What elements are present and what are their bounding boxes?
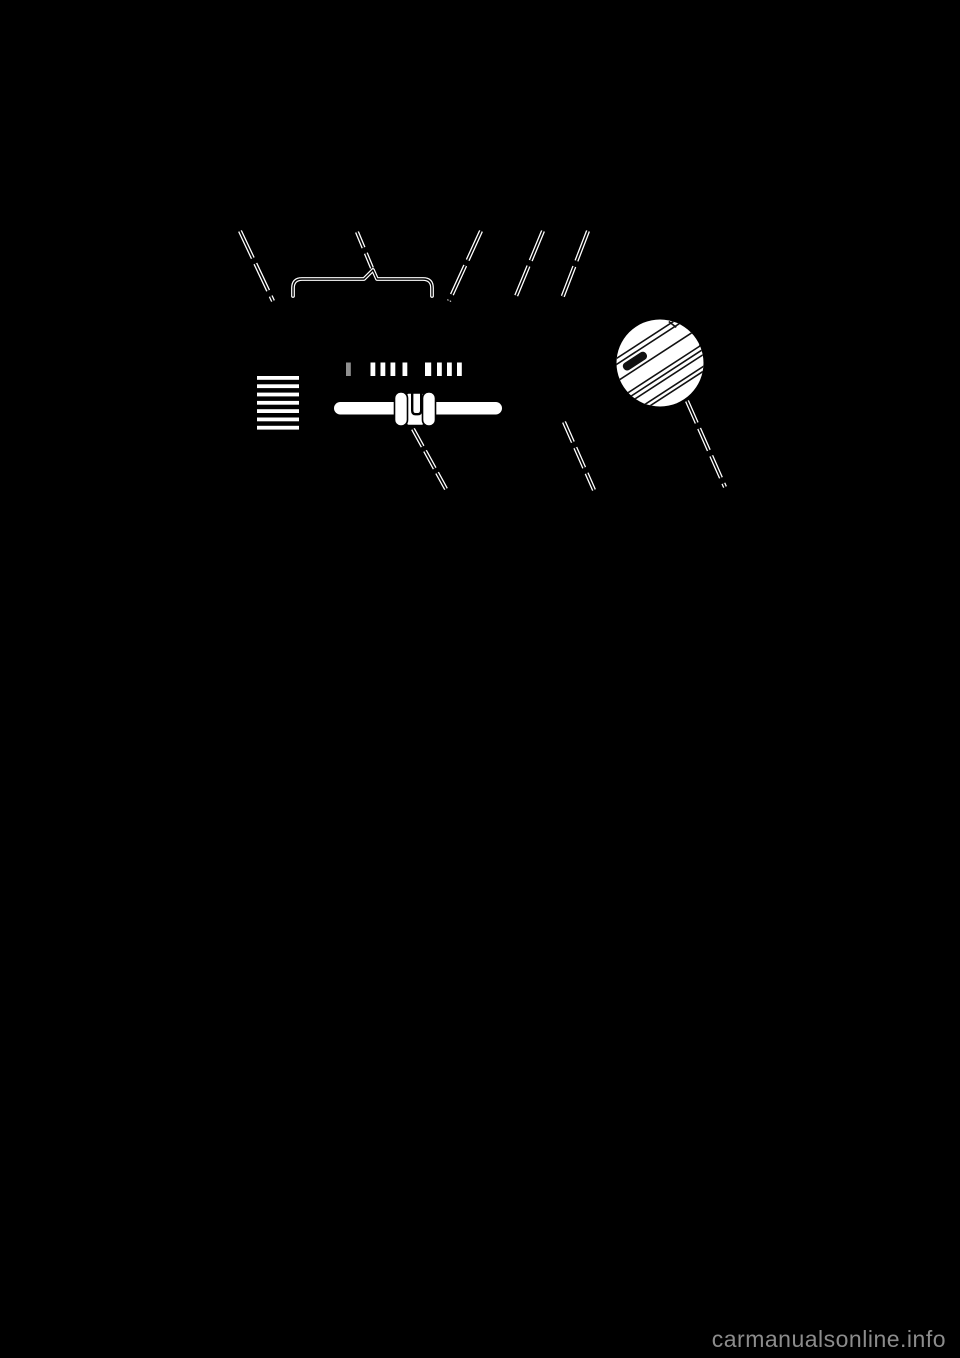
tick bbox=[457, 363, 462, 377]
grouping-bracket bbox=[293, 270, 432, 296]
leader-line bbox=[687, 401, 725, 487]
slider-scale-tick-marks bbox=[346, 363, 462, 377]
watermark-text: carmanualsonline.info bbox=[711, 1326, 946, 1352]
tick bbox=[425, 363, 431, 377]
tick-muted bbox=[346, 363, 351, 377]
leader-line bbox=[561, 231, 588, 301]
tick bbox=[381, 363, 386, 377]
leader-line bbox=[564, 422, 594, 490]
leader-line bbox=[357, 232, 372, 268]
tick bbox=[437, 363, 442, 377]
leader-line bbox=[514, 231, 543, 301]
magnified-detail-circle bbox=[602, 310, 721, 418]
knob-left-pill bbox=[395, 392, 408, 426]
tick bbox=[391, 363, 396, 377]
leader-line bbox=[240, 231, 273, 301]
tick bbox=[371, 363, 376, 377]
leader-line bbox=[413, 429, 446, 489]
leader-line bbox=[449, 231, 481, 301]
vent-grille-hatching bbox=[257, 376, 299, 430]
tick bbox=[403, 363, 408, 377]
tick bbox=[447, 363, 452, 377]
knob-right-pill bbox=[423, 392, 436, 426]
slider-knob bbox=[395, 392, 436, 426]
